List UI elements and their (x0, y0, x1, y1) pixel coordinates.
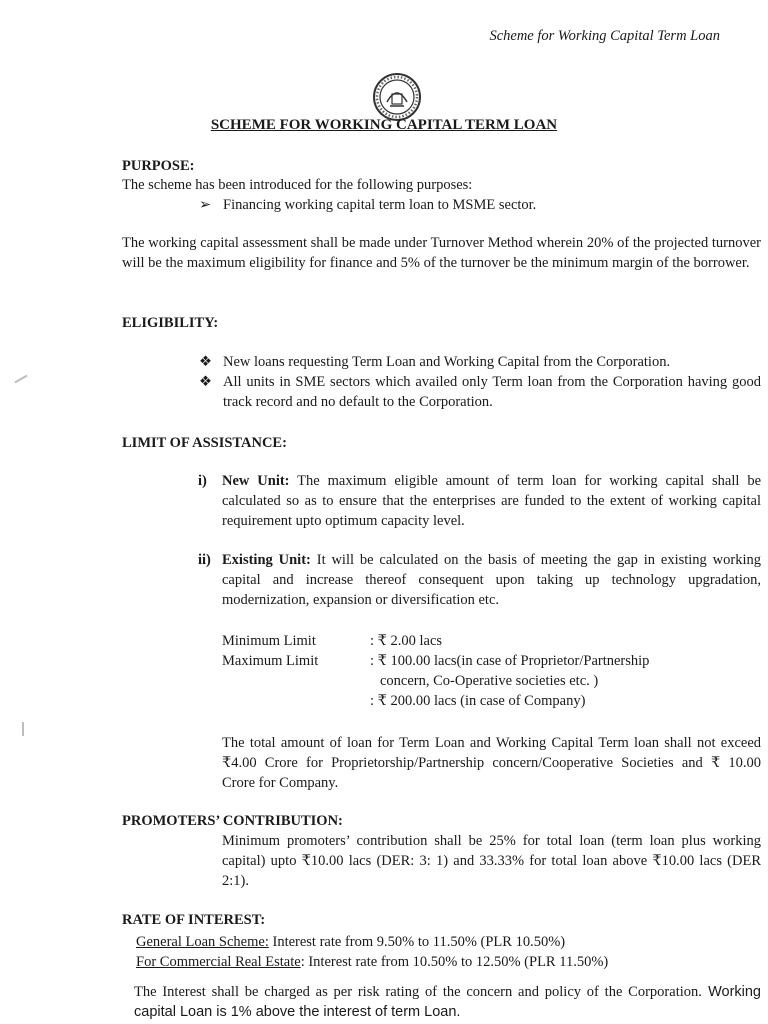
maximum-limit-value-2: : ₹ 200.00 lacs (in case of Company) (370, 693, 586, 709)
scan-mark (22, 722, 24, 736)
minimum-limit-label: Minimum Limit (222, 633, 316, 649)
running-header: Scheme for Working Capital Term Loan (489, 28, 720, 44)
general-loan-label: General Loan Scheme: (136, 934, 269, 950)
existing-unit-label: Existing Unit: (222, 552, 311, 568)
general-loan-line (136, 932, 565, 952)
interest-note (134, 982, 761, 1022)
scan-mark (14, 375, 27, 384)
commercial-line (136, 952, 608, 972)
existing-unit-paragraph (222, 550, 761, 610)
promoters-heading: PROMOTERS’ CONTRIBUTION: (122, 813, 343, 829)
interest-note-working-capital: Working capital Loan is 1% above the interest of term Loan. (134, 984, 762, 1020)
promoters-paragraph: Minimum promoters’ contribution shall be 25% for total loan (term loan plus working capital) upto ₹10.00 lacs (DER: 3: 1) and 33.33% for total loan above ₹10.00 lacs (DER 2:1). (222, 833, 761, 889)
commercial-label: For Commercial Real Estate (136, 954, 301, 970)
maximum-limit-label: Maximum Limit (222, 653, 319, 669)
diamond-bullet-icon: ❖ (199, 354, 212, 370)
minimum-limit-value: : ₹ 2.00 lacs (370, 633, 443, 649)
eligibility-item-text: New loans requesting Term Loan and Working Capital from the Corporation. (223, 354, 671, 370)
new-unit-paragraph (222, 471, 761, 531)
maximum-limit-value-1b: concern, Co-Operative societies etc. ) (380, 673, 599, 689)
existing-unit-text: It will be calculated on the basis of meeting the gap in existing working capital and increase thereof consequent upon taking up technology upgradation, modernization, expansion or diversification etc. (222, 552, 761, 608)
new-unit-label: New Unit: (222, 473, 290, 489)
document-title: SCHEME FOR WORKING CAPITAL TERM LOAN (210, 117, 558, 133)
purpose-intro: The scheme has been introduced for the following purposes: (122, 177, 473, 193)
eligibility-item-text: All units in SME sectors which availed only Term loan from the Corporation having good track record and no default to the Corporation. (223, 374, 761, 410)
purpose-bullet-text: Financing working capital term loan to MSME sector. (223, 197, 537, 213)
eligibility-heading: ELIGIBILITY: (122, 315, 219, 331)
corporation-seal-icon (372, 72, 422, 122)
maximum-limit-value-1: : ₹ 100.00 lacs(in case of Proprietor/Partnership (370, 653, 650, 669)
eligibility-item (199, 352, 761, 372)
purpose-heading: PURPOSE: (122, 158, 195, 174)
existing-unit-number: ii) (198, 552, 211, 568)
new-unit-text: The maximum eligible amount of term loan for working capital shall be calculated so as to ensure that the enterprises are funded to the extent of working capital requirement upto optimum capacity level. (222, 473, 762, 529)
purpose-assessment: The working capital assessment shall be made under Turnover Method wherein 20% of the projected turnover will be the maximum eligibility for finance and 5% of the turnover be the minimum margin of the borrower. (122, 235, 761, 271)
interest-note-text: The Interest shall be charged as per risk rating of the concern and policy of the Corporation. (134, 984, 702, 1000)
commercial-text: : Interest rate from 10.50% to 12.50% (PLR 11.50%) (300, 954, 609, 970)
general-loan-text: Interest rate from 9.50% to 11.50% (PLR 10.50%) (268, 934, 566, 950)
limit-heading: LIMIT OF ASSISTANCE: (122, 435, 287, 451)
diamond-bullet-icon: ❖ (199, 374, 212, 390)
new-unit-number: i) (198, 473, 207, 489)
arrow-bullet-icon: ➢ (199, 197, 212, 213)
eligibility-item (199, 372, 761, 412)
total-loan-paragraph: The total amount of loan for Term Loan and Working Capital Term loan shall not exceed ₹4.00 Crore for Proprietorship/Partnership concern/Cooperative Societies and ₹ 10.00 Crore for Company. (222, 735, 761, 791)
interest-heading: RATE OF INTEREST: (122, 912, 266, 928)
purpose-bullet (199, 195, 536, 215)
